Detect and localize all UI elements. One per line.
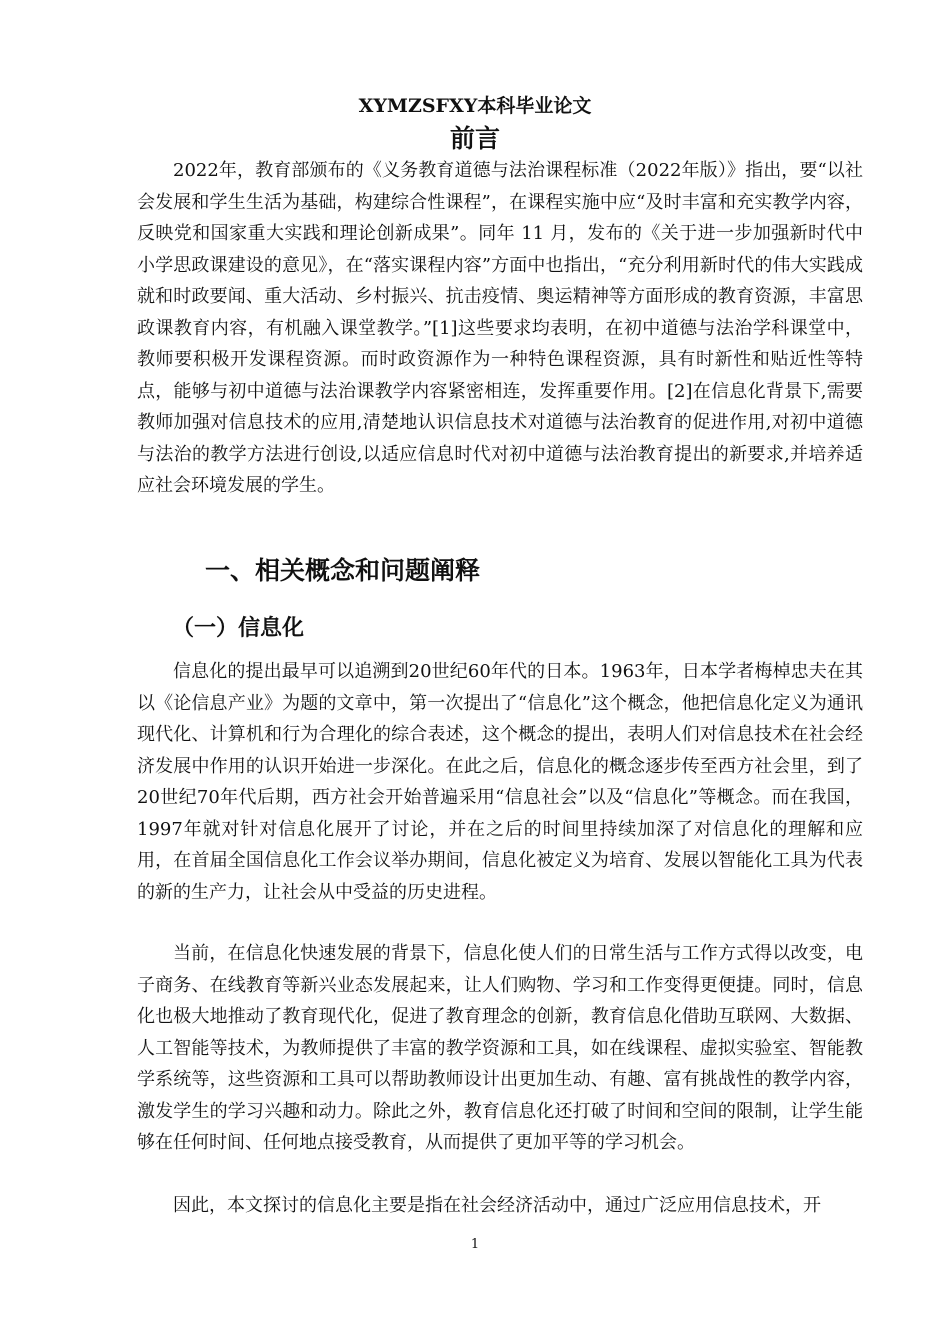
body-paragraph-1: 信息化的提出最早可以追溯到20世纪60年代的日本。1963年，日本学者梅棹忠夫在其以《论信息产业》为题的文章中，第一次提出了“信息化”这个概念，他把信息化定义为通讯现代化、计算机和行为合理化的综合表述，这个概念的提出，表明人们对信息技术在社会经济发展中作用的认识开始进一步深化。在此之后，信息化的概念逐步传至西方社会里，到了20世纪70年代后期，西方社会开始普遍采用“信息社会”以及“信息化”等概念。而在我国，1997年就对针对信息化展开了讨论，并在之后的时间里持续加深了对信息化的理解和应用，在首届全国信息化工作会议举办期间，信息化被定义为培育、发展以智能化工具为代表的新的生产力，让社会从中受益的历史进程。 (137, 661, 863, 903)
subsection-heading: （一）信息化 (172, 616, 305, 641)
body-paragraph-2: 当前，在信息化快速发展的背景下，信息化使人们的日常生活与工作方式得以改变，电子商务、在线教育等新兴业态发展起来，让人们购物、学习和工作变得更便捷。同时，信息化也极大地推动了教育现代化，促进了教育理念的创新，教育信息化借助互联网、大数据、人工智能等技术，为教师提供了丰富的教学资源和工具，如在线课程、虚拟实验室、智能教学系统等，这些资源和工具可以帮助教师设计出更加生动、有趣、富有挑战性的教学内容，激发学生的学习兴趣和动力。除此之外，教育信息化还打破了时间和空间的限制，让学生能够在任何时间、任何地点接受教育，从而提供了更加平等的学习机会。 (137, 943, 863, 1153)
running-header: XYMZSFXY本科毕业论文 (358, 95, 592, 117)
intro-paragraph: 2022年，教育部颁布的《义务教育道德与法治课程标准（2022年版）》指出，要“以社会发展和学生生活为基础，构建综合性课程”，在课程实施中应“及时丰富和充实教学内容，反映党和国家重大实践和理论创新成果”。同年 11 月，发布的《关于进一步加强新时代中小学思政课建设的意见》，在“落实课程内容”方面中也指出，“充分利用新时代的伟大实践成就和时政要闻、重大活动、乡村振兴、抗击疫情、奥运精神等方面形成的教育资源，丰富思政课教育内容，有机融入课堂教学。”[1]这些要求均表明，在初中道德与法治学科课堂中，教师要积极开发课程资源。而时政资源作为一种特色课程资源，具有时新性和贴近性等特点，能够与初中道德与法治课教学内容紧密相连，发挥重要作用。[2]在信息化背景下,需要教师加强对信息技术的应用,清楚地认识信息技术对道德与法治教育的促进作用,对初中道德与法治的教学方法进行创设,以适应信息时代对初中道德与法治教育提出的新要求,并培养适应社会环境发展的学生。 (137, 160, 863, 496)
section-heading: 一、相关概念和问题阐释 (205, 556, 481, 585)
page-number: 1 (470, 1237, 480, 1252)
body-paragraph-3: 因此，本文探讨的信息化主要是指在社会经济活动中，通过广泛应用信息技术，开 (173, 1195, 821, 1216)
page-title: 前言 (449, 124, 500, 153)
